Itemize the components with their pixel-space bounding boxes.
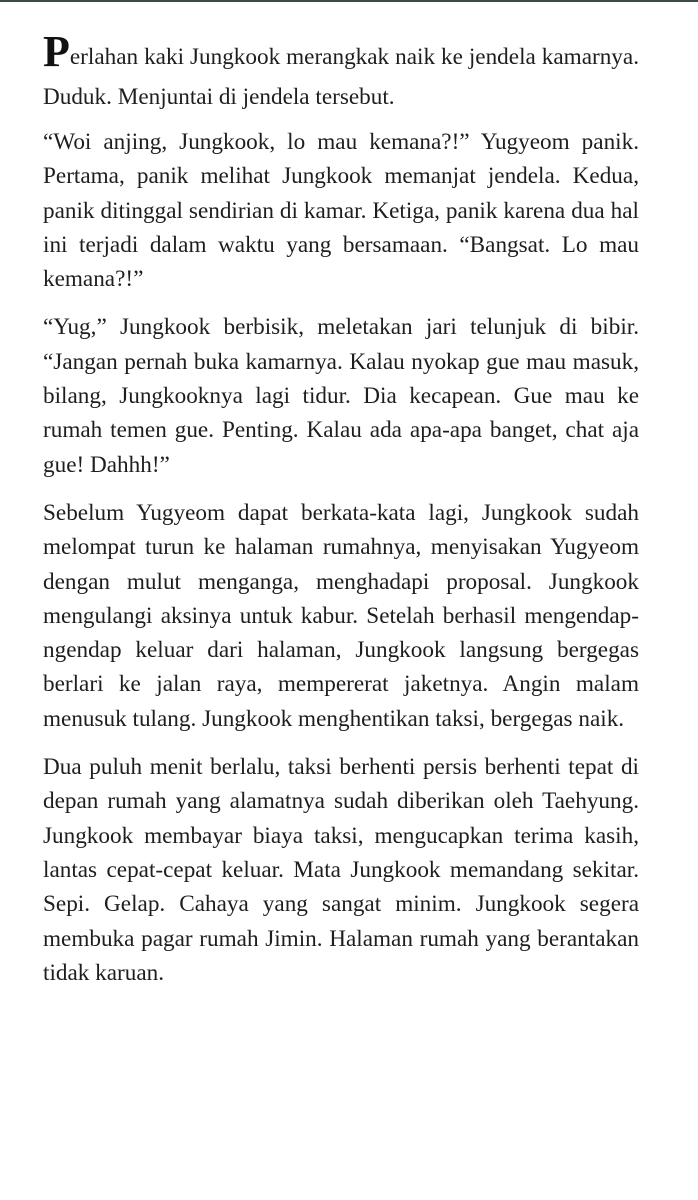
paragraph-1-text: erlahan kaki Jungkook merangkak naik ke jendela kamarnya. Duduk. Menjuntai di jendela tersebut. [43, 44, 639, 110]
story-text [43, 27, 639, 1004]
paragraph-1 [43, 27, 639, 117]
paragraph-4: Sebelum Yugyeom dapat berkata-kata lagi, Jungkook sudah melompat turun ke halaman rumahnya, menyisakan Yugyeom dengan mulut menganga, menghadapi proposal. Jungkook mengulangi aksinya untuk kabur. Setelah berhasil mengendap-ngendap keluar dari halaman, Jungkook langsung bergegas berlari ke jalan raya, mempererat jaketnya. Angin malam menusuk tulang. Jungkook menghentikan taksi, bergegas naik. [43, 499, 639, 732]
paragraph-5: Dua puluh menit berlalu, taksi berhenti persis berhenti tepat di depan rumah yang alamatnya sudah diberikan oleh Taehyung. Jungkook membayar biaya taksi, mengucapkan terima kasih, lantas cepat-cepat keluar. Mata Jungkook memandang sekitar. Sepi. Gelap. Cahaya yang sangat minim. Jungkook segera membuka pagar rumah Jimin. Halaman rumah yang berantakan tidak karuan. [43, 754, 639, 986]
drop-cap: P [43, 27, 70, 76]
paragraph-3: “Yug,” Jungkook berbisik, meletakan jari telunjuk di bibir. “Jangan pernah buka kamarnya. Kalau nyokap gue mau masuk, bilang, Jungkooknya lagi tidur. Dia kecapean. Gue mau ke rumah temen gue. Penting. Kalau ada apa-apa banget, chat aja gue! Dahhh!” [43, 314, 639, 478]
paragraph-2: “Woi anjing, Jungkook, lo mau kemana?!” Yugyeom panik. Pertama, panik melihat Jungkook memanjat jendela. Kedua, panik ditinggal sendirian di kamar. Ketiga, panik karena dua hal ini terjadi dalam waktu yang bersamaan. “Bangsat. Lo mau kemana?!” [43, 129, 639, 293]
top-border-line [0, 0, 698, 2]
